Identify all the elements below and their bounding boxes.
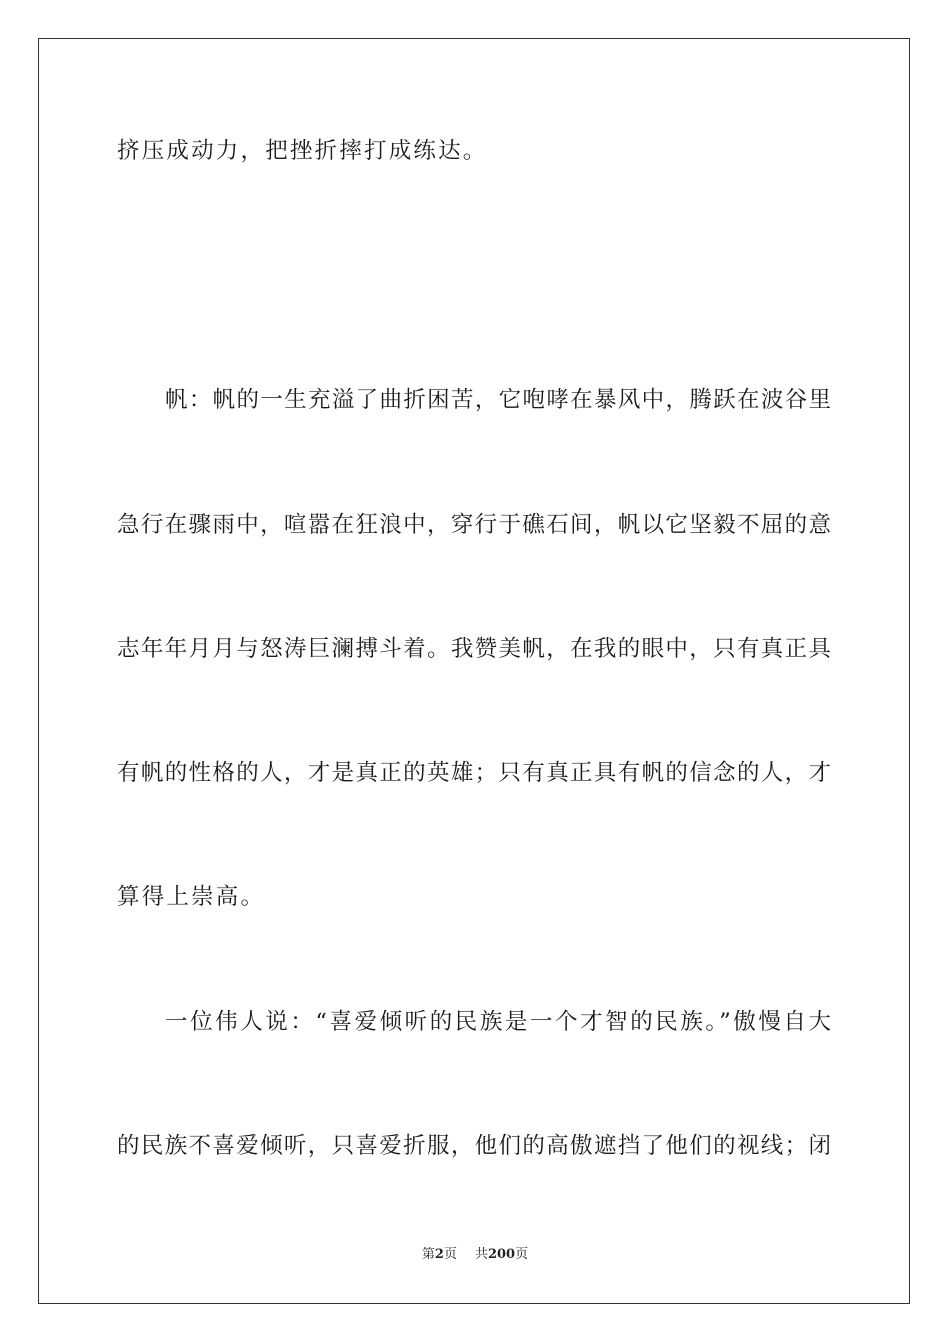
text-line: 急行在骤雨中，喧嚣在狂浪中，穿行于礁石间，帆以它坚毅不屈的意 xyxy=(117,512,831,538)
total-unit: 页 xyxy=(515,1247,529,1262)
text-line: 算得上崇高。 xyxy=(117,884,266,910)
total-prefix: 共 xyxy=(474,1247,488,1262)
text-line: 志年年月月与怒涛巨澜搏斗着。我赞美帆，在我的眼中，只有真正具 xyxy=(117,636,831,662)
text-line: 的民族不喜爱倾听，只喜爱折服，他们的高傲遮挡了他们的视线；闭 xyxy=(117,1133,831,1159)
text-line: 有帆的性格的人，才是真正的英雄；只有真正具有帆的信念的人，才 xyxy=(117,760,831,786)
text-line: 挤压成动力，把挫折摔打成练达。 xyxy=(117,138,488,164)
page-prefix: 第 xyxy=(421,1247,435,1262)
total-pages: 200 xyxy=(487,1247,516,1262)
paragraph-first-line: 一位伟人说：“喜爱倾听的民族是一个才智的民族。”傲慢自大 xyxy=(165,1009,831,1035)
page-border xyxy=(38,38,910,1304)
page-number: 2 xyxy=(434,1247,444,1262)
page-footer xyxy=(0,1246,950,1264)
paragraph-first-line: 帆：帆的一生充溢了曲折困苦，它咆哮在暴风中，腾跃在波谷里 xyxy=(165,387,831,413)
page-unit: 页 xyxy=(443,1247,457,1262)
